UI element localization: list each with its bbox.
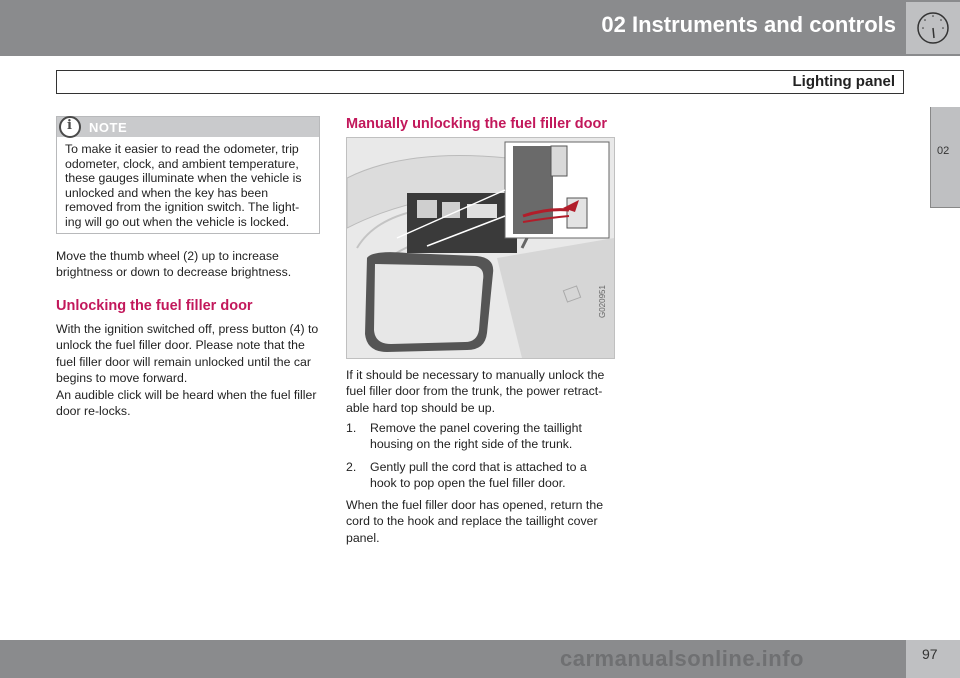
manual-unlock-intro: If it should be necessary to manually unlock the fuel filler door from the trunk, the power retract-able hard top should be up.	[346, 368, 605, 415]
step-text: Gently pull the cord that is attached to a hook to pop open the fuel filler door.	[370, 460, 587, 491]
section-title-box	[56, 70, 904, 94]
chapter-title: 02 Instruments and controls	[601, 12, 896, 37]
side-tab-label: 02	[937, 145, 950, 157]
chapter-side-tab	[930, 107, 960, 208]
fuel-door-paragraph: With the ignition switched off, press button (4) to unlock the fuel filler door. Please note that the fuel filler door will remain unlocked until the car begins to move forward.	[56, 322, 319, 386]
step-number: 1.	[346, 421, 357, 435]
closing-paragraph: When the fuel filler door has opened, return the cord to the hook and replace the taillight cover panel.	[346, 498, 604, 545]
section-title: Lighting panel	[792, 73, 895, 90]
fuel-door-heading: Unlocking the fuel filler door	[56, 298, 253, 314]
brightness-paragraph: Move the thumb wheel (2) up to increase brightness or down to decrease brightness.	[56, 249, 292, 280]
footer-bar	[0, 640, 960, 678]
info-icon: i	[59, 116, 81, 138]
note-header	[57, 117, 319, 137]
step-text: Remove the panel covering the taillight housing on the right side of the trunk.	[370, 421, 582, 452]
step-item	[346, 420, 616, 453]
watermark: carmanualsonline.info	[560, 646, 804, 671]
gauge-tile	[906, 2, 960, 54]
relock-paragraph: An audible click will be heard when the fuel filler door re-locks.	[56, 388, 317, 419]
header-bar	[0, 0, 960, 56]
page-number: 97	[922, 646, 938, 662]
step-number: 2.	[346, 460, 357, 474]
note-text: To make it easier to read the odometer, trip odometer, clock, and ambient temperature, these gauges illuminate when the vehicle is unlocked and when the key has been removed from the ignition switch. The light-ing will go out when the vehicle is locked.	[65, 142, 302, 229]
trunk-illustration	[346, 137, 615, 359]
note-box	[56, 116, 320, 234]
gauge-icon	[906, 2, 960, 54]
trunk-drawing	[347, 138, 614, 358]
note-title: NOTE	[89, 120, 128, 135]
figure-code: G020951	[598, 285, 607, 318]
manual-unlock-heading: Manually unlocking the fuel filler door	[346, 116, 608, 132]
step-item	[346, 459, 616, 492]
